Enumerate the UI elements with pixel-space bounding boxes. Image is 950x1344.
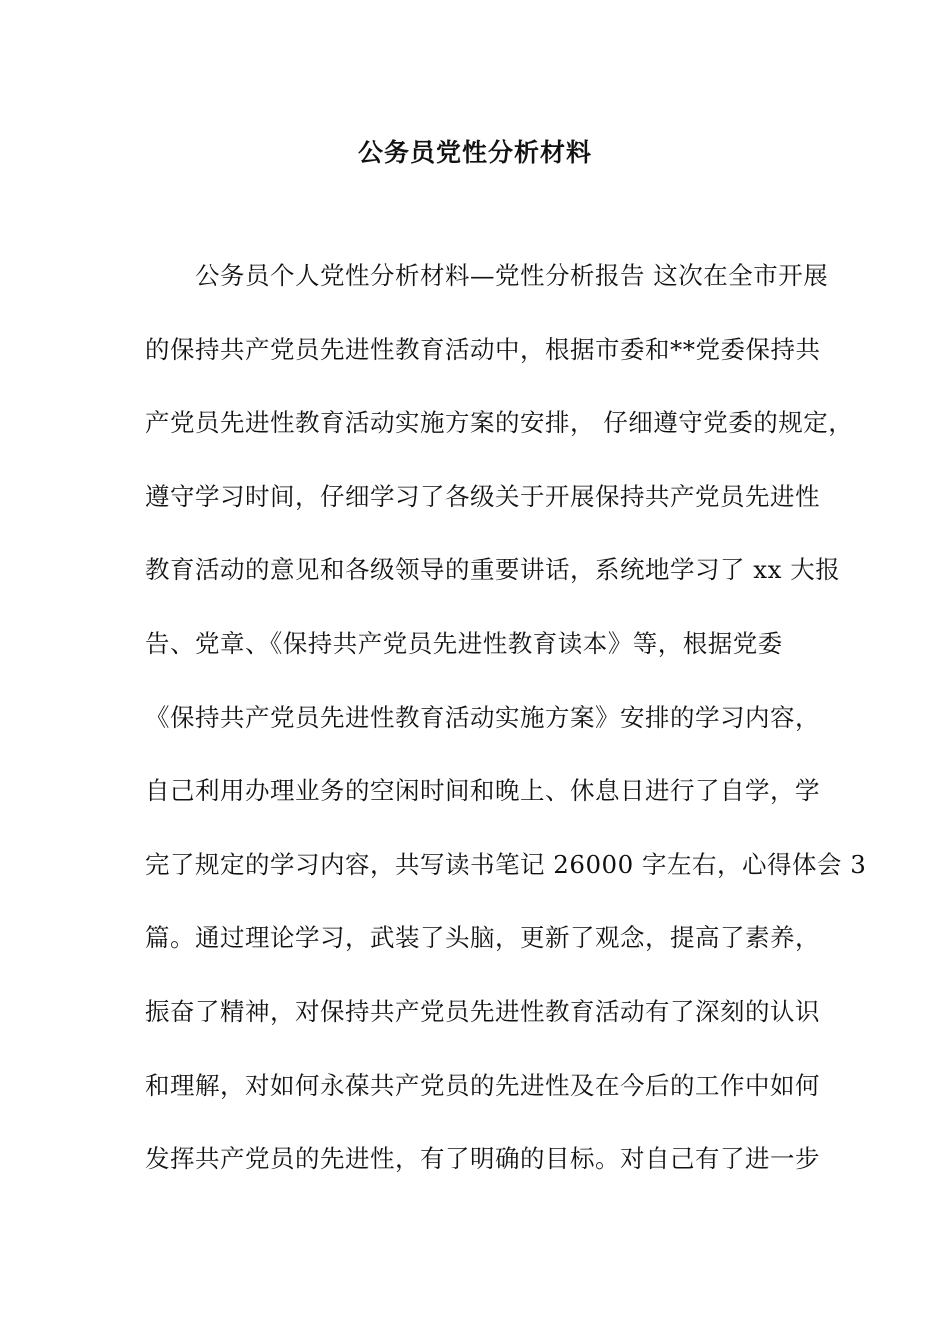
body-line: 产党员先进性教育活动实施方案的安排， 仔细遵守党委的规定， [145,408,854,438]
body-line: 完了规定的学习内容，共写读书笔记 26000 字左右，心得体会 3 [145,849,867,879]
body-line: 自己利用办理业务的空闲时间和晚上、休息日进行了自学，学 [145,776,820,806]
body-line: 公务员个人党性分析材料—党性分析报告 这次在全市开展 [145,261,829,290]
body-line: 振奋了精神，对保持共产党员先进性教育活动有了深刻的认识 [145,996,820,1026]
body-line: 遵守学习时间，仔细学习了各级关于开展保持共产党员先进性 [145,481,820,511]
body-line: 教育活动的意见和各级领导的重要讲话，系统地学习了 xx 大报 [145,555,841,585]
document-body [145,256,867,1213]
body-line: 的保持共产党员先进性教育活动中，根据市委和**党委保持共 [145,334,821,364]
document-title: 公务员党性分析材料 [357,138,592,167]
body-line: 和理解，对如何永葆共产党员的先进性及在今后的工作中如何 [145,1070,820,1100]
body-line: 发挥共产党员的先进性，有了明确的目标。对自己有了进一步 [145,1144,820,1174]
body-line: 篇。通过理论学习，武装了头脑，更新了观念，提高了素养， [145,923,820,953]
body-line: 告、党章、《保持共产党员先进性教育读本》等，根据党委 [145,628,783,658]
body-line: 《保持共产党员先进性教育活动实施方案》安排的学习内容， [145,702,820,732]
